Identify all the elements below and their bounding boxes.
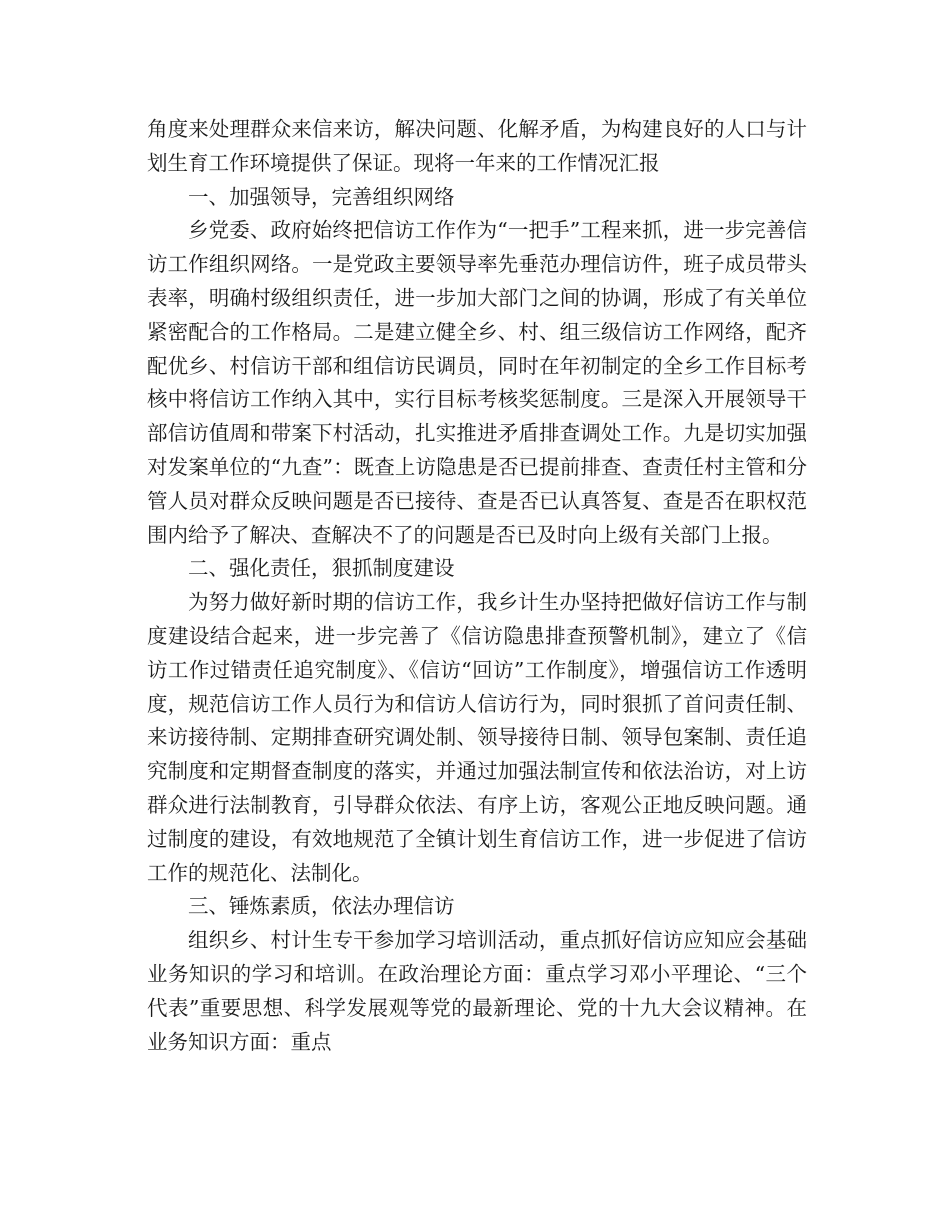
body-paragraph-2: 为努力做好新时期的信访工作，我乡计生办坚持把做好信访工作与制度建设结合起来，进一步完善了《信访隐患排查预警机制》，建立了《信访工作过错责任追究制度》、《信访“回访”工作制度》，增强信访工作透明度，规范信访工作人员行为和信访人信访行为，同时狠抓了首问责任制、来访接待制、定期排查研究调处制、领导接待日制、领导包案制、责任追究制度和定期督查制度的落实，并通过加强法制宣传和依法治访，对上访群众进行法制教育，引导群众依法、有序上访，客观公正地反映问题。通过制度的建设，有效地规范了全镇计划生育信访工作，进一步促进了信访工作的规范化、法制化。	[147, 590, 807, 885]
document-page	[147, 113, 807, 1059]
body-paragraph-3: 组织乡、村计生专干参加学习培训活动，重点抓好信访应知应会基础业务知识的学习和培训。在政治理论方面：重点学习邓小平理论、“三个代表”重要思想、科学发展观等党的最新理论、党的十九大会议精神。在业务知识方面：重点	[147, 928, 807, 1054]
section-heading-3: 三、锤炼素质，依法办理信访	[188, 894, 455, 919]
section-heading-1: 一、加强领导，完善组织网络	[188, 184, 455, 209]
section-heading-2: 二、强化责任，狠抓制度建设	[188, 556, 455, 581]
body-paragraph-continued: 角度来处理群众来信来访，解决问题、化解矛盾，为构建良好的人口与计划生育工作环境提供了保证。现将一年来的工作情况汇报	[147, 117, 807, 175]
body-paragraph-1: 乡党委、政府始终把信访工作作为“一把手”工程来抓，进一步完善信访工作组织网络。一是党政主要领导率先垂范办理信访件，班子成员带头表率，明确村级组织责任，进一步加大部门之间的协调，形成了有关单位紧密配合的工作格局。二是建立健全乡、村、组三级信访工作网络，配齐配优乡、村信访干部和组信访民调员，同时在年初制定的全乡工作目标考核中将信访工作纳入其中，实行目标考核奖惩制度。三是深入开展领导干部信访值周和带案下村活动，扎实推进矛盾排查调处工作。九是切实加强对发案单位的“九查”：既查上访隐患是否已提前排查、查责任村主管和分管人员对群众反映问题是否已接待、查是否已认真答复、查是否在职权范围内给予了解决、查解决不了的问题是否已及时向上级有关部门上报。	[147, 218, 807, 547]
